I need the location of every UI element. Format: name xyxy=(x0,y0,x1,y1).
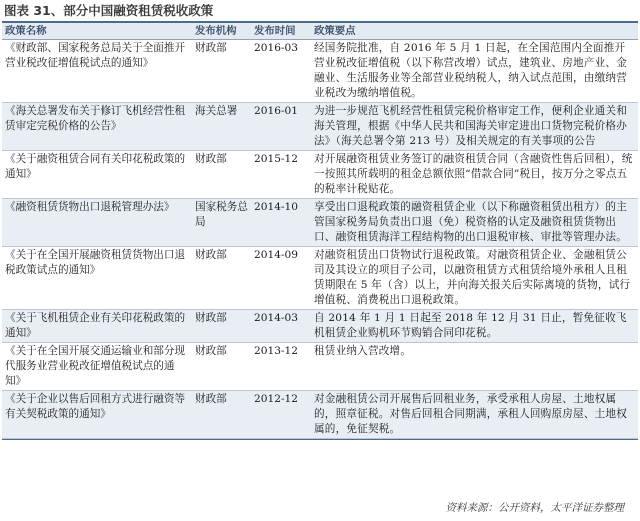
key-points-cell: 对融资租赁出口货物试行退税政策。对融资租赁企业、金融租赁公司及其设立的项目子公司，以融资租赁方式租赁给境外承租人且租赁期限在 5 年（含）以上，并向海关报关后实际离境的货物，试行增值税、消费税出口退税政策。 xyxy=(311,247,638,310)
key-points-cell: 租赁业纳入营改增。 xyxy=(311,343,638,391)
table-header-row xyxy=(2,23,638,40)
agency-cell: 国家税务总局 xyxy=(192,199,251,247)
bottom-rule xyxy=(2,439,638,440)
policy-name-cell: 《关于融资租赁合同有关印花税政策的通知》 xyxy=(2,151,192,199)
header-policy-name: 政策名称 xyxy=(2,23,192,40)
policy-name-cell: 《财政部、国家税务总局关于全面推开营业税改征增值税试点的通知》 xyxy=(2,40,192,103)
header-agency: 发布机构 xyxy=(192,23,251,40)
policy-name-cell: 《关于企业以售后回租方式进行融资等有关契税政策的通知》 xyxy=(2,391,192,439)
date-cell: 2016-01 xyxy=(251,103,311,151)
agency-cell: 财政部 xyxy=(192,151,251,199)
agency-cell: 财政部 xyxy=(192,247,251,310)
agency-cell: 财政部 xyxy=(192,310,251,343)
date-cell: 2013-12 xyxy=(251,343,311,391)
key-points-cell: 享受出口退税政策的融资租赁企业（以下称融资租赁出租方）的主管国家税务局负责出口退（免）税资格的认定及融资租赁货物出口、融资租赁海洋工程结构物的出口退税审核、审批等管理办法。 xyxy=(311,199,638,247)
header-date: 发布时间 xyxy=(251,23,311,40)
table-row xyxy=(2,391,638,439)
source-note: 资料来源：公开资料，太平洋证券整理 xyxy=(445,502,624,514)
table-row xyxy=(2,103,638,151)
date-cell: 2012-12 xyxy=(251,391,311,439)
agency-cell: 财政部 xyxy=(192,343,251,391)
date-cell: 2014-09 xyxy=(251,247,311,310)
header-key-points: 政策要点 xyxy=(311,23,638,40)
table-row xyxy=(2,247,638,310)
policy-table xyxy=(2,23,638,439)
key-points-cell: 对金融租赁公司开展售后回租业务，承受承租人房屋、土地权属的，照章征税。对售后回租合同期满，承租人回购原房屋、土地权属的，免征契税。 xyxy=(311,391,638,439)
date-cell: 2016-03 xyxy=(251,40,311,103)
table-row xyxy=(2,40,638,103)
date-cell: 2015-12 xyxy=(251,151,311,199)
policy-name-cell: 《关于飞机租赁企业有关印花税政策的通知》 xyxy=(2,310,192,343)
date-cell: 2014-10 xyxy=(251,199,311,247)
key-points-cell: 经国务院批准，自 2016 年 5 月 1 日起，在全国范围内全面推开营业税改征增值税（以下称营改增）试点，建筑业、房地产业、金融业、生活服务业等全部营业税纳税人，纳入试点范围，由缴纳营业税改为缴纳增值税。 xyxy=(311,40,638,103)
table-row xyxy=(2,343,638,391)
table-row xyxy=(2,151,638,199)
date-cell: 2014-03 xyxy=(251,310,311,343)
table-row xyxy=(2,199,638,247)
key-points-cell: 为进一步规范飞机经营性租赁完税价格审定工作，便利企业通关和海关管理，根据《中华人民共和国海关审定进出口货物完税价格办法》（海关总署令第 213 号）及相关规定的有关事项的公告 xyxy=(311,103,638,151)
figure-title: 图表 31、部分中国融资租赁税收政策 xyxy=(4,3,214,18)
agency-cell: 财政部 xyxy=(192,391,251,439)
table-row xyxy=(2,310,638,343)
policy-name-cell: 《关于在全国开展融资租赁货物出口退税政策试点的通知》 xyxy=(2,247,192,310)
policy-name-cell: 《融资租赁货物出口退税管理办法》 xyxy=(2,199,192,247)
agency-cell: 海关总署 xyxy=(192,103,251,151)
key-points-cell: 自 2014 年 1 月 1 日起至 2018 年 12 月 31 日止，暂免征收飞机租赁企业购机环节购销合同印花税。 xyxy=(311,310,638,343)
key-points-cell: 对开展融资租赁业务签订的融资租赁合同（含融资性售后回租），统一按照其所载明的租金总额依照“借款合同”税目，按万分之零点五的税率计税贴花。 xyxy=(311,151,638,199)
agency-cell: 财政部 xyxy=(192,40,251,103)
policy-name-cell: 《关于在全国开展交通运输业和部分现代服务业营业税改征增值税试点的通知》 xyxy=(2,343,192,391)
policy-name-cell: 《海关总署发布关于修订飞机经营性租赁审定完税价格的公告》 xyxy=(2,103,192,151)
